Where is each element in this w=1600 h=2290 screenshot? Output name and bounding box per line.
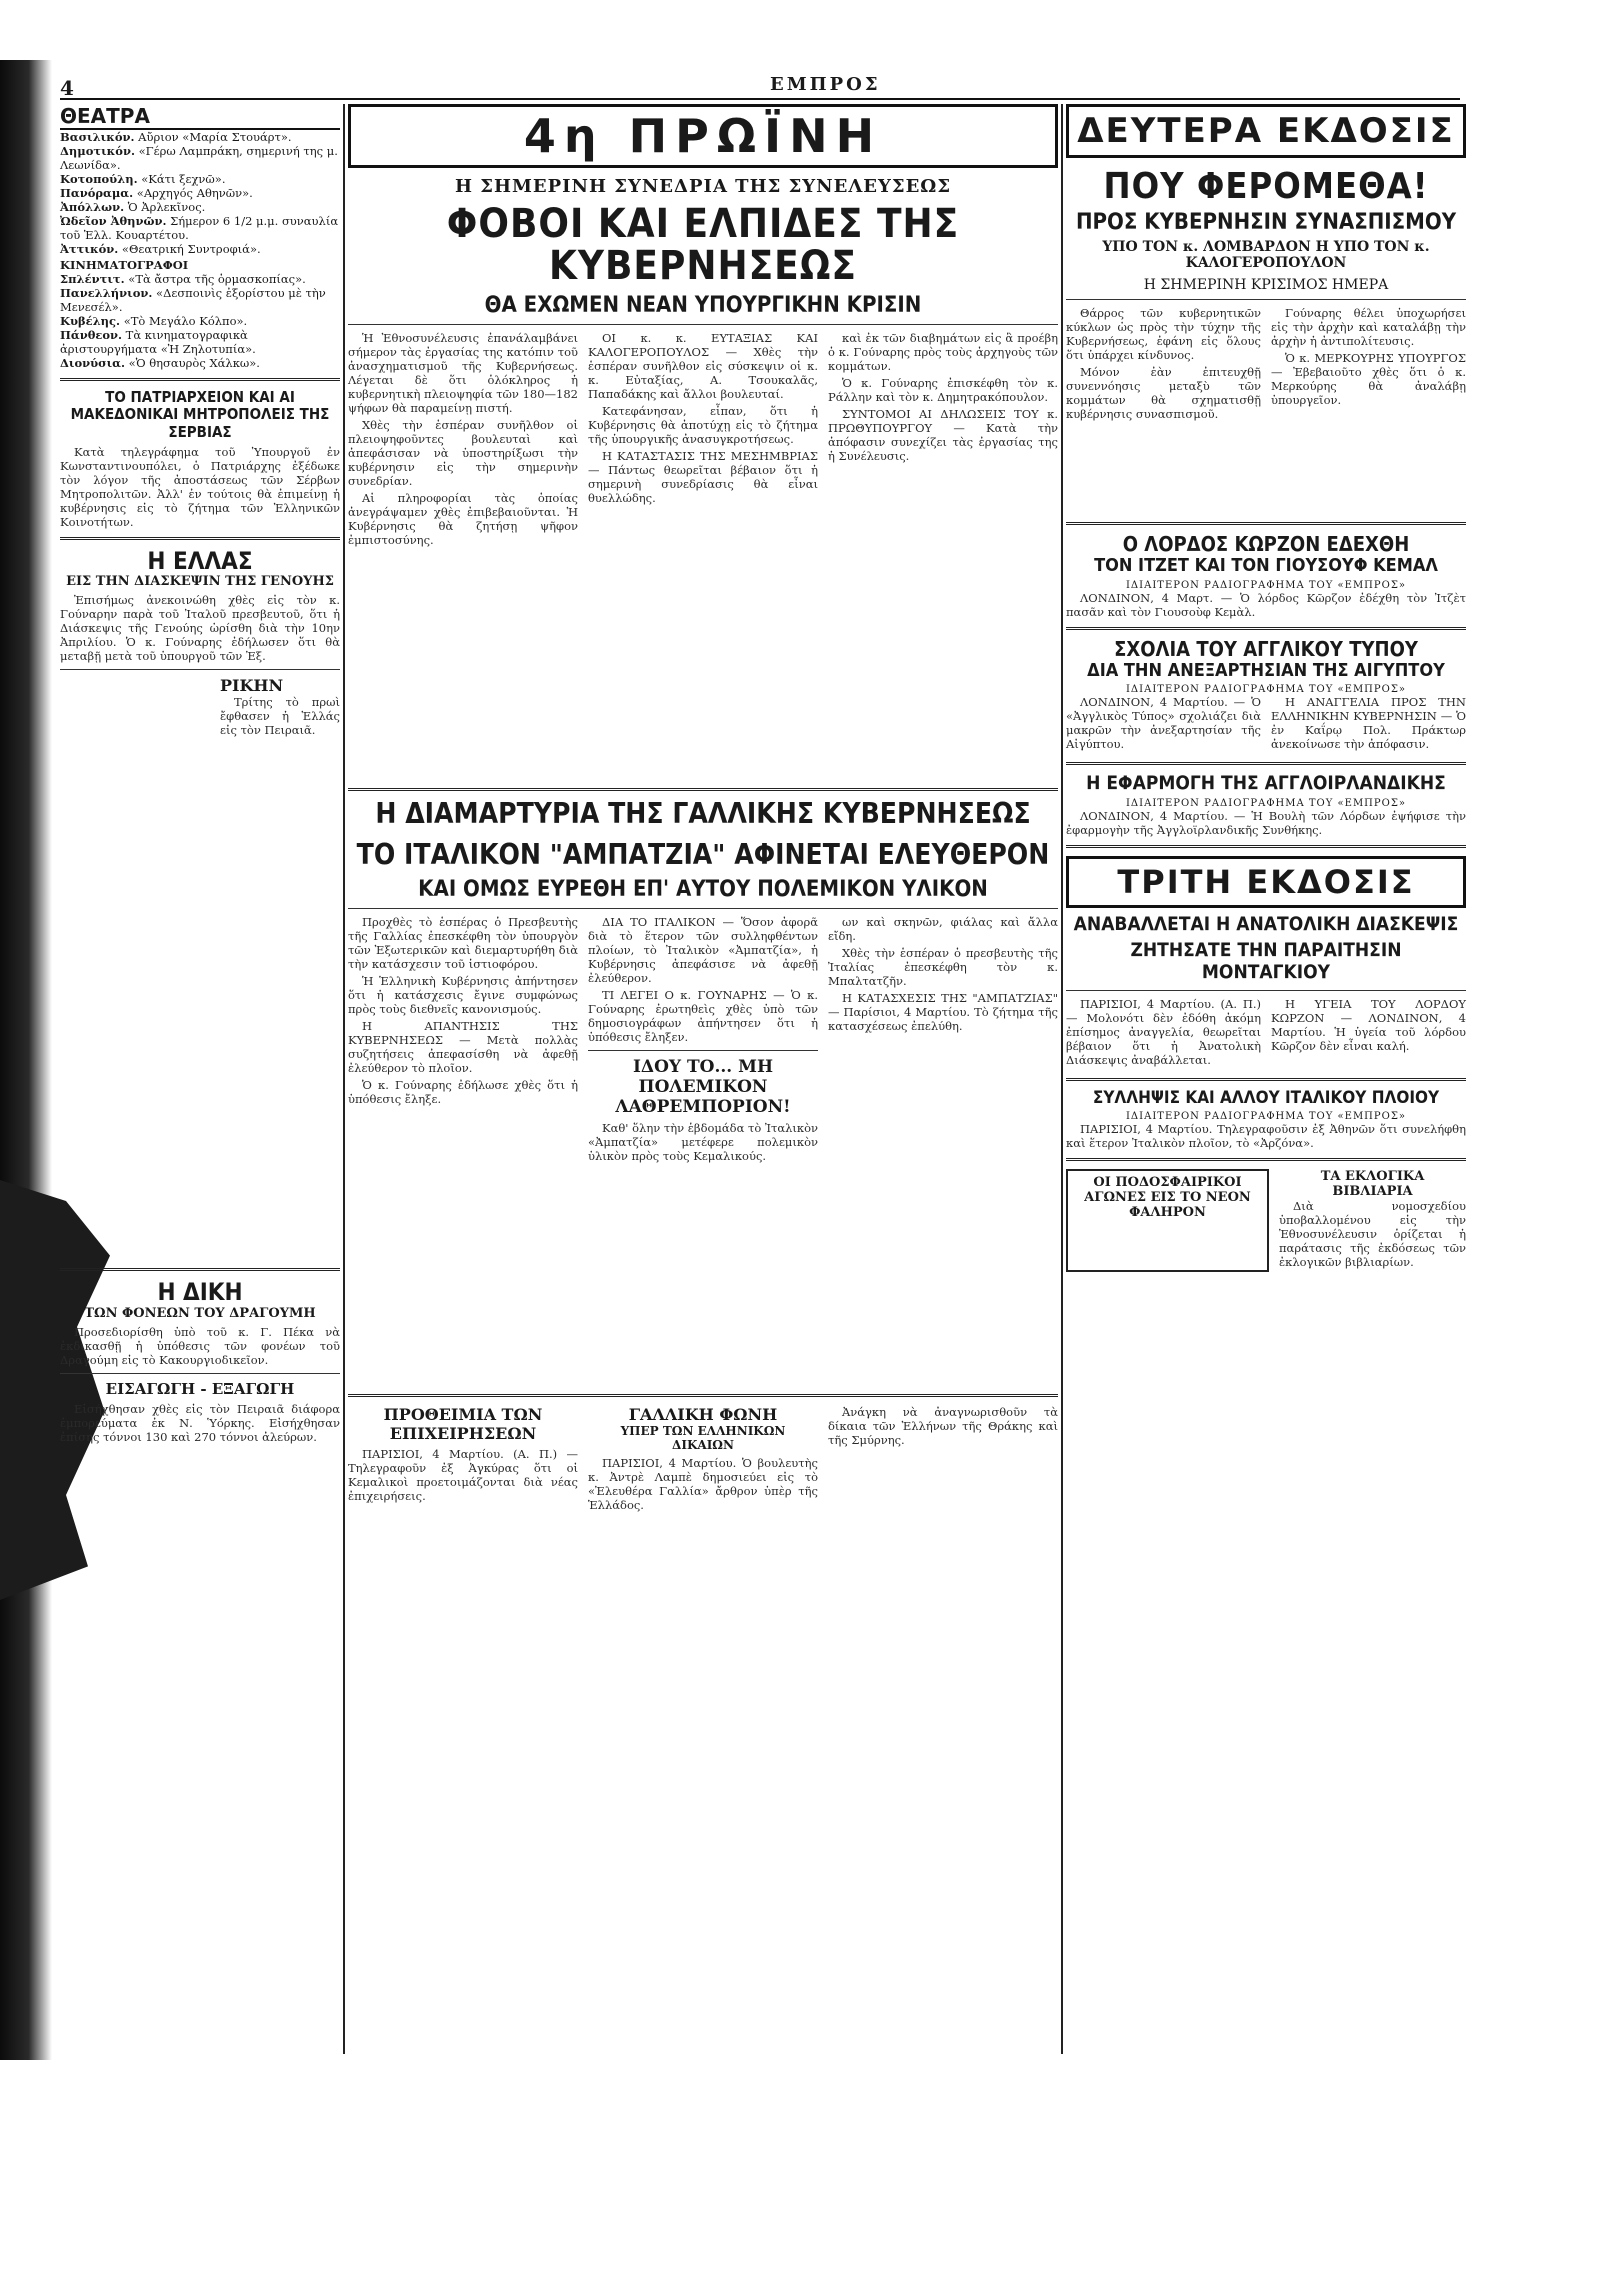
center-column <box>348 104 1058 1515</box>
paragraph: Μόνον ἐὰν ἐπιτευχθῇ συνεννόησις μεταξὺ τῶν κομμάτων θὰ σχηματισθῇ κυβέρνησις συνασπισμοῦ. <box>1066 365 1261 422</box>
theatres-item-name: Ἀπόλλων. <box>60 200 125 214</box>
paragraph: ΣΥΝΤΟΜΟΙ ΑΙ ΔΗΛΩΣΕΙΣ ΤΟΥ κ. ΠΡΩΘΥΠΟΥΡΓΟΥ — Κατὰ τὴν ἀπόφασιν συνεχίζει τὰς ἐργασίας της ἡ Συνέλευσις. <box>828 407 1058 464</box>
paragraph: Θάρρος τῶν κυβερνητικῶν κύκλων ὡς πρὸς τὴν τύχην τῆς Κυβερνήσεως, ἐφάνη εἰς ὅλους ὅτι ὑπάρχει κίνδυνος. <box>1066 306 1261 363</box>
egypt-text: ΛΟΝΔΙΝΟΝ, 4 Μαρτίου. — Ὁ «Ἀγγλικὸς Τύπος» σχολιάζει διὰ μακρῶν τὴν ἀνεξαρτησίαν τῆς Αἰγύπτου. <box>1066 695 1261 752</box>
theatres-item-text: «Θεατρική Συντροφιά». <box>121 242 261 256</box>
paragraph: Ὁ κ. Γούναρης ἐδήλωσε χθὲς ὅτι ἡ ὑπόθεσις ἔληξε. <box>348 1078 578 1107</box>
curzon-text: ΛΟΝΔΙΝΟΝ, 4 Μαρτ. — Ὁ λόρδος Κῶρζον ἐδέχθη τὸν Ἰτζὲτ πασᾶν καὶ τὸν Γιουσοὺφ Κεμὰλ. <box>1066 590 1466 619</box>
paragraph: Ἡ Ἑλληνικὴ Κυβέρνησις ἀπήντησεν ὅτι ἡ κατάσχεσις ἔγινε συμφώνως πρὸς τοὺς διεθνεῖς κανονισμούς. <box>348 974 578 1017</box>
mid-column-3 <box>828 915 1058 1166</box>
egypt-text-2: Η ΑΝΑΓΓΕΛΙΑ ΠΡΟΣ ΤΗΝ ΕΛΛΗΝΙΚΗΝ ΚΥΒΕΡΝΗΣΙΝ — Ὁ ἐν Καΐρῳ Πολ. Πράκτωρ ἀνεκοίνωσε τὴν ἀπόφασιν. <box>1271 695 1466 752</box>
radio-label-1: ΙΔΙΑΙΤΕΡΟΝ ΡΑΔΙΟΓΡΑΦΗΜΑ ΤΟΥ «ΕΜΠΡΟΣ» <box>1125 579 1407 591</box>
electoral-text: Διὰ νομοσχεδίου ὑποβαλλομένου εἰς τὴν Ἐθνοσυνέλευσιν ὁρίζεται ἡ παράτασις τῆς ἐκδόσεως τῶν ἐκλογικῶν βιβλιαρίων. <box>1279 1199 1466 1270</box>
dike-headline: Η ΔΙΚΗ <box>157 1278 243 1307</box>
conference-text: ΠΑΡΙΣΙΟΙ, 4 Μαρτίου. (Α. Π.) — Μολονότι δὲν ἐδόθη ἀκόμη ἐπίσημος ἀναγγελία, θεωρεῖται βέβαιον ὅτι ἡ Ἀνατολικὴ Διάσκεψις ἀναβάλλεται. <box>1066 996 1261 1067</box>
column-rule <box>343 104 345 2054</box>
operations-text: ΠΑΡΙΣΙΟΙ, 4 Μαρτίου. (Α. Π.) — Τηλεγραφοῦν ἐξ Ἀγκύρας ὅτι οἱ Κεμαλικοὶ προετοιμάζονται διὰ νέας ἐπιχειρήσεις. <box>348 1447 578 1504</box>
patriarchate-headline: ΤΟ ΠΑΤΡΙΑΡΧΕΙΟΝ ΚΑΙ ΑΙ ΜΑΚΕΔΟΝΙΚΑΙ ΜΗΤΡΟΠΟΛΕΙΣ ΤΗΣ ΣΕΡΒΙΑΣ <box>70 388 330 441</box>
contraband-text: Καθ' ὅλην τὴν ἑβδομάδα τὸ Ἰταλικὸν «Ἀμπατζία» μετέφερε πολεμικὸν ὑλικὸν πρὸς τοὺς Κεμαλικούς. <box>588 1121 818 1164</box>
hellas-headline: Η ΕΛΛΑΣ <box>147 546 253 575</box>
paragraph: Προχθὲς τὸ ἑσπέρας ὁ Πρεσβευτὴς τῆς Γαλλίας ἐπεσκέφθη τὸν ὑπουργὸν τῶν Ἐξωτερικῶν καὶ διεμαρτυρήθη διὰ τὴν κατάσχεσιν τοῦ ἱστιοφόρου. <box>348 915 578 972</box>
paragraph: Ἡ Ἐθνοσυνέλευσις ἐπανάλαμβάνει σήμερον τὰς ἐργασίας της κατόπιν τοῦ ἀνασχηματισμοῦ τῆς Κυβερνήσεως. Λέγεται δὲ ὅτι ὁλόκληρος ἡ κυβερνητικὴ πλειοψηφία τῶν 180—182 ψήφων θὰ παραμείνῃ πιστή. <box>348 331 578 416</box>
cinemas-item-name: Πάνθεον. <box>60 328 123 342</box>
lead-column-3 <box>828 331 1058 550</box>
patriarchate-text: Κατὰ τηλεγράφημα τοῦ Ὑπουργοῦ ἐν Κωνσταντινουπόλει, ὁ Πατριάρχης ἐξέδωκε τὸν λόγον τῆς ἀποστάσεως τῶν Σέρβων Μητροπολιτῶν. Ἀλλ' ἐν τούτοις θὰ ἐπιμείνῃ ἡ κυβέρνησις εἰς τὸ ζήτημα τῶν Ἑλληνικῶν Κοινοτήτων. <box>60 444 340 529</box>
french-voice-headline: ΓΑΛΛΙΚΗ ΦΩΝΗ <box>628 1405 778 1425</box>
french-voice-text: ΠΑΡΙΣΙΟΙ, 4 Μαρτίου. Ὁ βουλευτὴς κ. Ἀντρὲ Λαμπὲ δημοσιεύει εἰς τὸ «Ἐλευθέρα Γαλλία» ἄρθρον ὑπὲρ τῆς Ἑλλάδος. <box>588 1456 818 1513</box>
coalition-headline: ΠΡΟΣ ΚΥΒΕΡΝΗΣΙΝ ΣΥΝΑΣΠΙΣΜΟΥ <box>1075 209 1457 235</box>
right-column <box>1066 104 1466 1272</box>
egypt-headline: ΔΙΑ ΤΗΝ ΑΝΕΞΑΡΤΗΣΙΑΝ ΤΗΣ ΑΙΓΥΠΤΟΥ <box>1087 659 1445 681</box>
montagu-headline: ΖΗΤΗΣΑΤΕ ΤΗΝ ΠΑΡΑΙΤΗΣΙΝ ΜΟΝΤΑΓΚΙΟΥ <box>1130 939 1402 983</box>
theatres-item <box>60 144 340 172</box>
theatres-item-text: «Γέρω Λαμπράκη, σημερινή της μ. Λεωνίδα». <box>60 144 338 172</box>
cinemas-item-name: Πανελλήνιον. <box>60 286 153 300</box>
cinemas-item <box>60 328 340 356</box>
theatres-item-text: «Αρχηγός Αθηνῶν». <box>136 186 253 200</box>
electoral-headline: ΤΑ ΕΚΛΟΓΙΚΑ ΒΙΒΛΙΑΡΙΑ <box>1320 1169 1425 1200</box>
main-headline: ΦΟΒΟΙ ΚΑΙ ΕΛΠΙΔΕΣ ΤΗΣ ΚΥΒΕΡΝΗΣΕΩΣ <box>446 201 960 289</box>
paragraph: Κατεφάνησαν, εἶπαν, ὅτι ἡ Κυβέρνησις θὰ ἀποτύχῃ εἰς τὸ ζήτημα τῆς ὑπουργικῆς ἀνασυγκροτήσεως. <box>588 404 818 447</box>
cinemas-item-text: Τὰ κινηματογραφικὰ ἀριστουργήματα «Ἡ Ζηλοτυπία». <box>60 328 256 356</box>
cinemas-item-name: Σπλέντιτ. <box>60 272 125 286</box>
bottom-column-3-text: Ἀνάγκη νὰ ἀναγνωρισθοῦν τὰ δίκαια τῶν Ἑλλήνων τῆς Θράκης καὶ τῆς Σμύρνης. <box>828 1405 1058 1448</box>
cinemas-item-name: Κυβέλης. <box>60 314 121 328</box>
curzon-health-text: Η ΥΓΕΙΑ ΤΟΥ ΛΟΡΔΟΥ ΚΩΡΖΟΝ — ΛΟΝΔΙΝΟΝ, 4 Μαρτίου. Ἡ ὑγεία τοῦ λόρδου Κῶρζον δὲν εἶναι καλή. <box>1271 996 1466 1053</box>
paragraph: Ὁ κ. ΜΕΡΚΟΥΡΗΣ ΥΠΟΥΡΓΟΣ — Ἐβεβαιοῦτο χθὲς ὅτι ὁ κ. Μερκούρης θὰ ἀναλάβῃ ὑπουργεῖον. <box>1271 351 1466 408</box>
theatres-item <box>60 214 340 242</box>
import-export-text: Εἰσήχθησαν χθὲς εἰς τὸν Πειραιᾶ διάφορα ἐμπορεύματα ἐκ Ν. Ὑόρκης. Εἰσήχθησαν ἐπίσης τόννοι 130 καὶ 270 τόννοι ἀλεύρων. <box>60 1401 340 1444</box>
paragraph: Χθὲς τὴν ἑσπέραν συνῆλθον οἱ πλειοψηφοῦντες βουλευταὶ καὶ ἀπεφάσισαν νὰ ὑποστηρίξωσι τὴν κυβέρνησιν εἰς τὴν σημερινὴν συνεδρίαν. <box>348 418 578 489</box>
conference-headline: ΑΝΑΒΑΛΛΕΤΑΙ Η ΑΝΑΤΟΛΙΚΗ ΔΙΑΣΚΕΨΙΣ <box>1073 913 1459 936</box>
page-number: 4 <box>60 76 74 100</box>
contraband-headline: ΙΔΟΥ ΤΟ... ΜΗ ΠΟΛΕΜΙΚΟΝ ΛΑΘΡΕΜΠΟΡΙΟΝ! <box>615 1057 791 1118</box>
right-lead-1 <box>1066 306 1261 424</box>
lead-column-2 <box>588 331 818 550</box>
edition-banner: 4η ΠΡΩΪΝΗ <box>348 104 1058 168</box>
coalition-subhead: ΥΠΟ ΤΟΝ κ. ΛΟΜΒΑΡΔΟΝ Η ΥΠΟ ΤΟΝ κ. ΚΑΛΟΓΕΡΟΠΟΥΛΟΝ <box>1102 239 1430 272</box>
theatres-item-name: Ὠδεῖον Ἀθηνῶν. <box>60 214 167 228</box>
main-subhead: ΘΑ ΕΧΩΜΕΝ ΝΕΑΝ ΥΠΟΥΡΓΙΚΗΝ ΚΡΙΣΙΝ <box>484 293 922 318</box>
theatres-item-name: Βασιλικόν. <box>60 130 135 144</box>
paragraph: Χθὲς τὴν ἑσπέραν ὁ πρεσβευτὴς τῆς Ἰταλίας ἐπεσκέφθη τὸν κ. Μπαλτατζῆν. <box>828 946 1058 989</box>
fragment-title: ΡΙΚΗΝ <box>220 676 284 696</box>
paper-name: ΕΜΠΡΟΣ <box>770 74 881 95</box>
lead-column-1 <box>348 331 578 550</box>
cinemas-item <box>60 286 340 314</box>
curzon-subhead: ΤΟΝ ΙΤΖΕΤ ΚΑΙ ΤΟΝ ΓΙΟΥΣΟΥΦ ΚΕΜΑΛ <box>1094 555 1438 577</box>
theatres-item-text: Αὔριον «Μαρία Στουάρτ». <box>138 130 292 144</box>
where-headline: ΠΟΥ ΦΕΡΟΜΕΘΑ! <box>1103 166 1429 207</box>
french-voice-subhead: ΥΠΕΡ ΤΩΝ ΕΛΛΗΝΙΚΩΝ ΔΙΚΑΙΩΝ <box>620 1424 786 1453</box>
theatres-item <box>60 242 340 256</box>
paragraph: καὶ ἐκ τῶν διαβημάτων εἰς ἃ προέβη ὁ κ. Γούναρης πρὸς τοὺς ἀρχηγοὺς τῶν κομμάτων. <box>828 331 1058 374</box>
paragraph: Η ΑΠΑΝΤΗΣΙΣ ΤΗΣ ΚΥΒΕΡΝΗΣΕΩΣ — Μετὰ πολλὰς συζητήσεις ἀπεφασίσθη νὰ ἀφεθῇ ἐλεύθερον τὸ πλοῖον. <box>348 1019 578 1076</box>
protest-headline: Η ΔΙΑΜΑΡΤΥΡΙΑ ΤΗΣ ΓΑΛΛΙΚΗΣ ΚΥΒΕΡΝΗΣΕΩΣ <box>375 797 1031 831</box>
theatres-list <box>60 130 340 256</box>
dike-subhead: ΤΩΝ ΦΟΝΕΩΝ ΤΟΥ ΔΡΑΓΟΥΜΗ <box>84 1305 316 1321</box>
cinemas-item-text: «Τὰ ἄστρα τῆς ὁρμασκοπίας». <box>128 272 306 286</box>
ireland-headline: Η ΕΦΑΡΜΟΓΗ ΤΗΣ ΑΓΓΛΟΙΡΛΑΝΔΙΚΗΣ <box>1086 772 1446 795</box>
theatres-item <box>60 172 340 186</box>
paragraph: Ὁ κ. Γούναρης ἐπισκέφθη τὸν κ. Ράλλην καὶ τὸν κ. Δημητρακόπουλον. <box>828 376 1058 405</box>
seizure-text: ΠΑΡΙΣΙΟΙ, 4 Μαρτίου. Τηλεγραφοῦσιν ἐξ Ἀθηνῶν ὅτι συνελήφθη καὶ ἕτερον Ἰταλικὸν πλοῖον, τὸ «Ἀρζόνα». <box>1066 1122 1466 1151</box>
theatres-item-name: Ἀττικόν. <box>60 242 119 256</box>
cinemas-item <box>60 272 340 286</box>
cinemas-item-text: «Δεσποινὶς ἐξορίστου μὲ τὴν Μενεσέλ». <box>60 286 326 314</box>
ireland-text: ΛΟΝΔΙΝΟΝ, 4 Μαρτίου. — Ἡ Βουλὴ τῶν Λόρδων ἐψήφισε τὴν ἐφαρμογὴν τῆς Ἀγγλοϊρλανδικῆς Συνθήκης. <box>1066 809 1466 838</box>
theatres-item-text: «Κάτι ξεχνῶ». <box>141 172 226 186</box>
ambatzia-headline: ΤΟ ΙΤΑΛΙΚΟΝ "ΑΜΠΑΤΖΙΑ" ΑΦΙΝΕΤΑΙ ΕΛΕΥΘΕΡΟΝ <box>356 838 1050 872</box>
session-kicker: Η ΣΗΜΕΡΙΝΗ ΣΥΝΕΔΡΙΑ ΤΗΣ ΣΥΝΕΛΕΥΣΕΩΣ <box>454 176 952 197</box>
theatres-item-name: Δημοτικόν. <box>60 144 135 158</box>
english-press-headline: ΣΧΟΛΙΑ ΤΟΥ ΑΓΓΛΙΚΟΥ ΤΥΠΟΥ <box>1114 636 1418 661</box>
theatres-item-text: Ὁ Ἀρλεκῖνος. <box>127 200 206 214</box>
cinemas-item-text: «Ὁ θησαυρὸς Χάλκω». <box>128 356 260 370</box>
cinemas-item <box>60 314 340 328</box>
column-rule <box>1061 104 1063 2054</box>
torn-edge <box>0 60 52 2060</box>
theatres-item-name: Κοτοπούλη. <box>60 172 138 186</box>
mid-column-2 <box>588 915 818 1044</box>
cinemas-list <box>60 272 340 370</box>
hellas-subhead: ΕΙΣ ΤΗΝ ΔΙΑΣΚΕΨΙΝ ΤΗΣ ΓΕΝΟΥΗΣ <box>66 574 334 590</box>
critical-day: Η ΣΗΜΕΡΙΝΗ ΚΡΙΣΙΜΟΣ ΗΜΕΡΑ <box>1143 277 1389 294</box>
paragraph: Γούναρης θέλει ὑποχωρήσει εἰς τὴν ἀρχὴν καὶ καταλάβῃ τὴν ἀρχὴν ἡ ἀντιπολίτευσις. <box>1271 306 1466 349</box>
cinemas-item-name: Διονύσια. <box>60 356 126 370</box>
paragraph: Η ΚΑΤΑΣΤΑΣΙΣ ΤΗΣ ΜΕΣΗΜΒΡΙΑΣ — Πάντως θεωρεῖται βέβαιον ὅτι ἡ σημερινὴ συνεδρίασις θὰ εἶναι θυελλώδης. <box>588 449 818 506</box>
paragraph: ΔΙΑ ΤΟ ΙΤΑΛΙΚΟΝ — Ὅσον ἀφορᾶ διὰ τὸ ἕτερον τῶν συλληφθέντων πλοίων, τὸ Ἰταλικὸν «Ἀμπατζία», ἡ Κυβέρνησις ἀπεφάσισε νὰ ἀφεθῇ ἐλεύθερον. <box>588 915 818 986</box>
import-export-headline: ΕΙΣΑΓΩΓΗ - ΕΞΑΓΩΓΗ <box>105 1379 295 1398</box>
theatres-item-text: Σήμερον 6 1/2 μ.μ. συναυλία τοῦ Ἑλλ. Κουαρτέτου. <box>60 214 339 242</box>
third-edition-banner: ΤΡΙΤΗ ΕΚΔΟΣΙΣ <box>1066 856 1466 908</box>
cinemas-item <box>60 356 340 370</box>
second-edition-banner: ΔΕΥΤΕΡΑ ΕΚΔΟΣΙΣ <box>1066 104 1466 158</box>
theatres-item <box>60 186 340 200</box>
paragraph: ΟΙ κ. κ. ΕΥΤΑΞΙΑΣ ΚΑΙ ΚΑΛΟΓΕΡΟΠΟΥΛΟΣ — Χθὲς τὴν ἑσπέραν συνῆλθον εἰς σύσκεψιν οἱ κ. κ. Εὐταξίας, Α. Τσουκαλᾶς, Παπαδάκης καὶ ἄλλοι βουλευταί. <box>588 331 818 402</box>
seizure-headline: ΣΥΛΛΗΨΙΣ ΚΑΙ ΑΛΛΟΥ ΙΤΑΛΙΚΟΥ ΠΛΟΙΟΥ <box>1092 1087 1440 1108</box>
right-lead-2 <box>1271 306 1466 424</box>
war-material-headline: ΚΑΙ ΟΜΩΣ ΕΥΡΕΘΗ ΕΠ' ΑΥΤΟΥ ΠΟΛΕΜΙΚΟΝ ΥΛΙΚΟΝ <box>418 876 988 902</box>
left-column <box>60 104 340 1447</box>
football-headline: ΟΙ ΠΟΔΟΣΦΑΙΡΙΚΟΙ ΑΓΩΝΕΣ ΕΙΣ ΤΟ ΝΕΟΝ ΦΑΛΗΡΟΝ <box>1084 1175 1251 1221</box>
paragraph: ΤΙ ΛΕΓΕΙ Ο κ. ΓΟΥΝΑΡΗΣ — Ὁ κ. Γούναρης ἐρωτηθεὶς χθὲς ὑπὸ τῶν δημοσιογράφων ἀπήντησεν ὅτι ἡ ὑπόθεσις ἔληξεν. <box>588 988 818 1045</box>
cinemas-title: ΚΙΝΗΜΑΤΟΓΡΑΦΟΙ <box>60 258 189 272</box>
radio-label-4: ΙΔΙΑΙΤΕΡΟΝ ΡΑΔΙΟΓΡΑΦΗΜΑ ΤΟΥ «ΕΜΠΡΟΣ» <box>1125 1111 1407 1123</box>
theatres-item <box>60 130 340 144</box>
paragraph: ων καὶ σκηνῶν, φιάλας καὶ ἄλλα εἴδη. <box>828 915 1058 944</box>
dike-text: Προσεδιορίσθη ὑπὸ τοῦ κ. Γ. Πέκα νὰ ἐκδικασθῇ ἡ ὑπόθεσις τῶν φονέων τοῦ Δραγούμη εἰς τὸ Κακουργιοδικεῖον. <box>60 1324 340 1367</box>
theatres-title: ΘΕΑΤΡΑ <box>60 104 340 130</box>
theatres-item <box>60 200 340 214</box>
damaged-area <box>60 740 340 1260</box>
paragraph: Η ΚΑΤΑΣΧΕΣΙΣ ΤΗΣ "ΑΜΠΑΤΖΙΑΣ" — Παρίσιοι, 4 Μαρτίου. Τὸ ζήτημα τῆς κατασχέσεως ἐπελύθη. <box>828 991 1058 1034</box>
operations-headline: ΠΡΟΘΕΙΜΙΑ ΤΩΝ ΕΠΙΧΕΙΡΗΣΕΩΝ <box>383 1405 543 1444</box>
cinemas-item-text: «Τὸ Μεγάλο Κόλπο». <box>123 314 248 328</box>
radio-label-2: ΙΔΙΑΙΤΕΡΟΝ ΡΑΔΙΟΓΡΑΦΗΜΑ ΤΟΥ «ΕΜΠΡΟΣ» <box>1125 684 1407 696</box>
hellas-text: Ἐπισήμως ἀνεκοινώθη χθὲς εἰς τὸν κ. Γούναρην παρὰ τοῦ Ἰταλοῦ πρεσβευτοῦ, ὅτι ἡ Διάσκεψις τῆς Γενούης ὡρίσθη διὰ τὴν 10ην Ἀπριλίου. Ὁ κ. Γούναρης ἐδήλωσεν ὅτι θὰ μεταβῇ μετὰ τοῦ ὑπουργοῦ τῶν Ἐξ. <box>60 593 340 664</box>
paragraph: Αἱ πληροφορίαι τὰς ὁποίας ἀνεγράψαμεν χθὲς ἐπιβεβαιοῦνται. Ἡ Κυβέρνησις θὰ ζητήσῃ ψῆφον ἐμπιστοσύνης. <box>348 491 578 548</box>
radio-label-3: ΙΔΙΑΙΤΕΡΟΝ ΡΑΔΙΟΓΡΑΦΗΜΑ ΤΟΥ «ΕΜΠΡΟΣ» <box>1125 798 1407 810</box>
masthead-rule <box>60 72 1460 100</box>
fragment-text: Τρίτης τὸ πρωὶ ἔφθασεν ἡ Ἑλλάς εἰς τὸν Πειραιᾶ. <box>220 695 340 738</box>
curzon-headline: Ο ΛΟΡΔΟΣ ΚΩΡΖΟΝ ΕΔΕΧΘΗ <box>1122 532 1410 557</box>
mid-column-1 <box>348 915 578 1166</box>
theatres-item-name: Πανόραμα. <box>60 186 134 200</box>
